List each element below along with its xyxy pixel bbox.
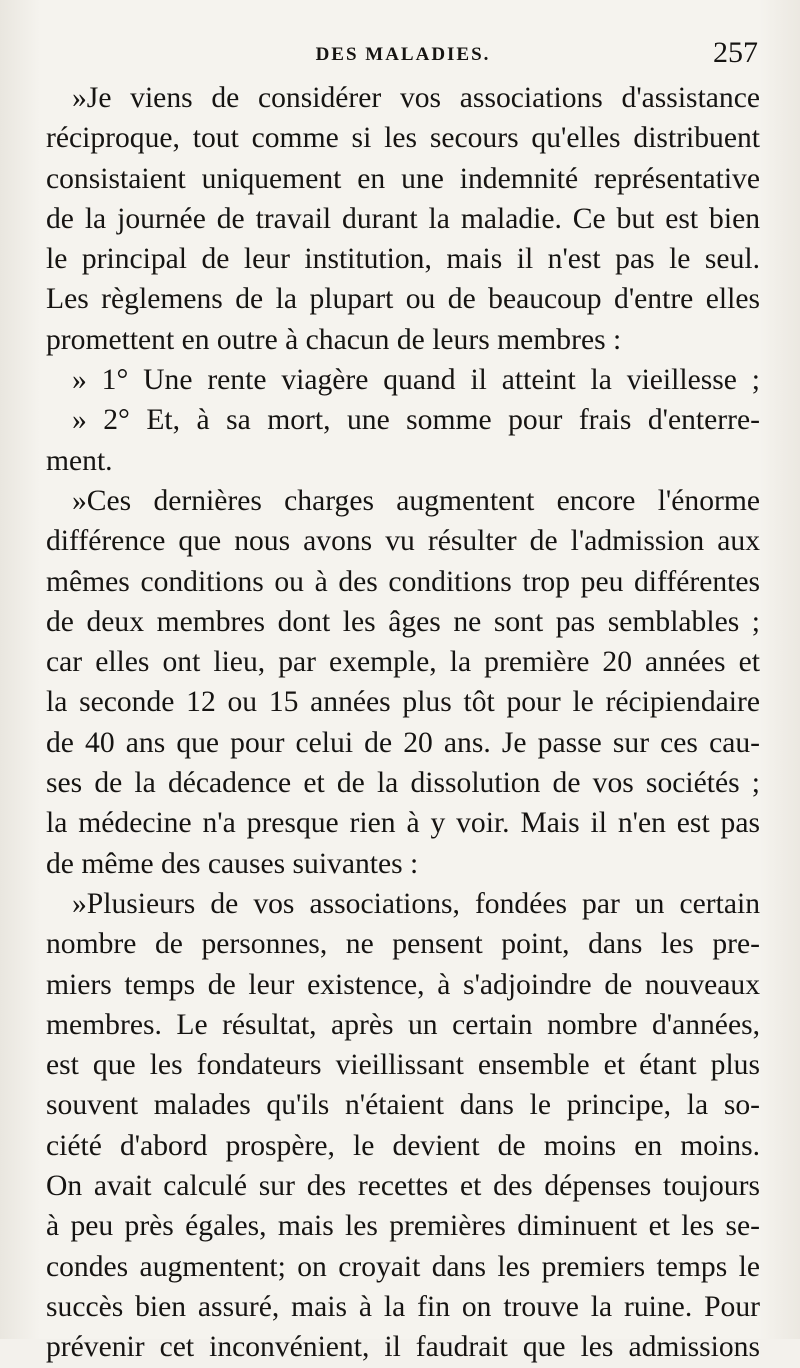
- text-line: réciproque, tout comme si les secours qu'elles distribuent: [46, 122, 760, 155]
- text-line: est que les fondateurs vieillissant ensemble et étant plus: [46, 1049, 760, 1082]
- text-line: »Plusieurs de vos associations, fondées par un certain: [72, 887, 760, 920]
- text-line: promettent en outre à chacun de leurs membres :: [46, 323, 622, 356]
- text-line: de deux membres dont les âges ne sont pas semblables ;: [46, 605, 760, 638]
- text-line: ciété d'abord prospère, le devient de moins en moins.: [46, 1129, 760, 1162]
- page-number: 257: [713, 36, 758, 69]
- text-line: nombre de personnes, ne pensent point, dans les pre-: [46, 928, 760, 961]
- text-line: ment.: [46, 444, 113, 477]
- text-line: succès bien assuré, mais à la fin on trouve la ruine. Pour: [46, 1290, 760, 1323]
- text-line: »Je viens de considérer vos associations d'assistance: [72, 82, 760, 114]
- text-line: » 1° Une rente viagère quand il atteint la vieillesse ;: [72, 364, 760, 397]
- text-line: miers temps de leur existence, à s'adjoindre de nouveaux: [46, 968, 760, 1001]
- text-line: différence que nous avons vu résulter de l'admission aux: [46, 525, 760, 558]
- text-line: la seconde 12 ou 15 années plus tôt pour le récipiendaire: [46, 686, 760, 719]
- text-line: consistaient uniquement en une indemnité représentative: [46, 162, 760, 195]
- text-line: le principal de leur institution, mais il n'est pas le seul.: [46, 243, 760, 276]
- text-line: On avait calculé sur des recettes et des dépenses toujours: [46, 1170, 760, 1203]
- text-line: mêmes conditions ou à des conditions trop peu différentes: [46, 565, 760, 598]
- text-line: la médecine n'a presque rien à y voir. Mais il n'en est pas: [46, 807, 760, 840]
- text-line: de la journée de travail durant la maladie. Ce but est bien: [46, 202, 760, 235]
- text-line: condes augmentent; on croyait dans les premiers temps le: [46, 1250, 760, 1283]
- running-head: DES MALADIES.: [315, 44, 491, 65]
- text-line: souvent malades qu'ils n'étaient dans le principe, la so-: [46, 1089, 760, 1122]
- text-line: prévenir cet inconvénient, il faudrait que les admissions: [46, 1331, 760, 1364]
- text-line: » 2° Et, à sa mort, une somme pour frais d'enterre-: [72, 404, 760, 437]
- text-line: membres. Le résultat, après un certain nombre d'années,: [46, 1008, 760, 1041]
- text-line: de 40 ans que pour celui de 20 ans. Je passe sur ces cau-: [46, 726, 760, 759]
- body-text: [46, 78, 760, 1368]
- text-line: à peu près égales, mais les premières diminuent et les se-: [46, 1210, 760, 1243]
- text-line: »Ces dernières charges augmentent encore l'énorme: [72, 484, 760, 517]
- page-header: [46, 0, 760, 78]
- text-line: ses de la décadence et de la dissolution de vos sociétés ;: [46, 767, 760, 800]
- text-line: car elles ont lieu, par exemple, la première 20 années et: [46, 646, 760, 679]
- text-line: de même des causes suivantes :: [46, 847, 419, 880]
- text-line: Les règlemens de la plupart ou de beaucoup d'entre elles: [46, 283, 760, 316]
